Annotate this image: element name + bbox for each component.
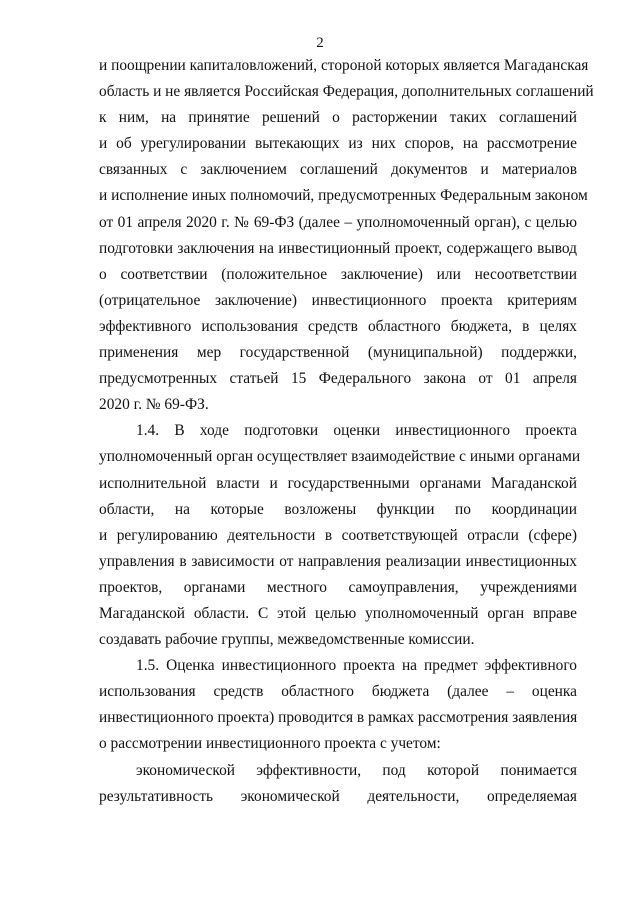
text-line: о рассмотрении инвестиционного проекта с учетом: [99, 735, 441, 753]
text-line: области, на которые возложены функции по координации [99, 500, 577, 518]
text-line: связанных с заключением соглашений документов и материалов [99, 161, 577, 179]
text-line: и регулированию деятельности в соответствующей отрасли (сфере) [99, 526, 577, 544]
text-line: подготовки заключения на инвестиционный проект, содержащего вывод [99, 239, 577, 257]
text-line: и об урегулировании вытекающих из них споров, на рассмотрение [99, 135, 577, 153]
text-line: результативность экономической деятельности, определяемая [99, 787, 577, 805]
text-line: Магаданской области. С этой целью уполномоченный орган вправе [99, 604, 577, 622]
text-line: и поощрении капиталовложений, стороной которых является Магаданская [99, 57, 589, 74]
text-line: область и не является Российская Федерация, дополнительных соглашений [99, 83, 594, 101]
text-line: применения мер государственной (муниципальной) поддержки, [99, 344, 577, 362]
text-line: использования средств областного бюджета (далее – оценка [99, 683, 577, 701]
text-line: предусмотренных статьей 15 Федерального закона от 01 апреля [99, 370, 577, 388]
text-line: экономической эффективности, под которой понимается [136, 761, 577, 779]
text-line: исполнительной власти и государственными органами Магаданской [99, 474, 577, 492]
text-line: (отрицательное заключение) инвестиционного проекта критериям [99, 291, 577, 309]
text-line: о соответствии (положительное заключение) или несоответствии [99, 265, 577, 283]
text-line: эффективного использования средств областного бюджета, в целях [99, 317, 577, 335]
page-number: 2 [316, 35, 324, 51]
text-line: инвестиционного проекта) проводится в рамках рассмотрения заявления [99, 709, 578, 727]
text-line: от 01 апреля 2020 г. № 69-ФЗ (далее – уполномоченный орган), с целью [99, 213, 577, 231]
text-line: управления в зависимости от направления реализации инвестиционных [99, 552, 577, 570]
text-line: и исполнение иных полномочий, предусмотренных Федеральным законом [99, 187, 588, 205]
document-body [99, 53, 594, 810]
text-line: уполномоченный орган осуществляет взаимодействие с иными органами [99, 448, 581, 466]
text-line: 2020 г. № 69-ФЗ. [99, 396, 209, 414]
text-line: создавать рабочие группы, межведомственные комиссии. [99, 631, 475, 649]
text-line: 1.4. В ходе подготовки оценки инвестиционного проекта [136, 422, 577, 440]
text-line: проектов, органами местного самоуправления, учреждениями [99, 578, 577, 596]
text-line: к ним, на принятие решений о расторжении таких соглашений [99, 109, 577, 127]
text-line: 1.5. Оценка инвестиционного проекта на предмет эффективного [136, 657, 577, 675]
